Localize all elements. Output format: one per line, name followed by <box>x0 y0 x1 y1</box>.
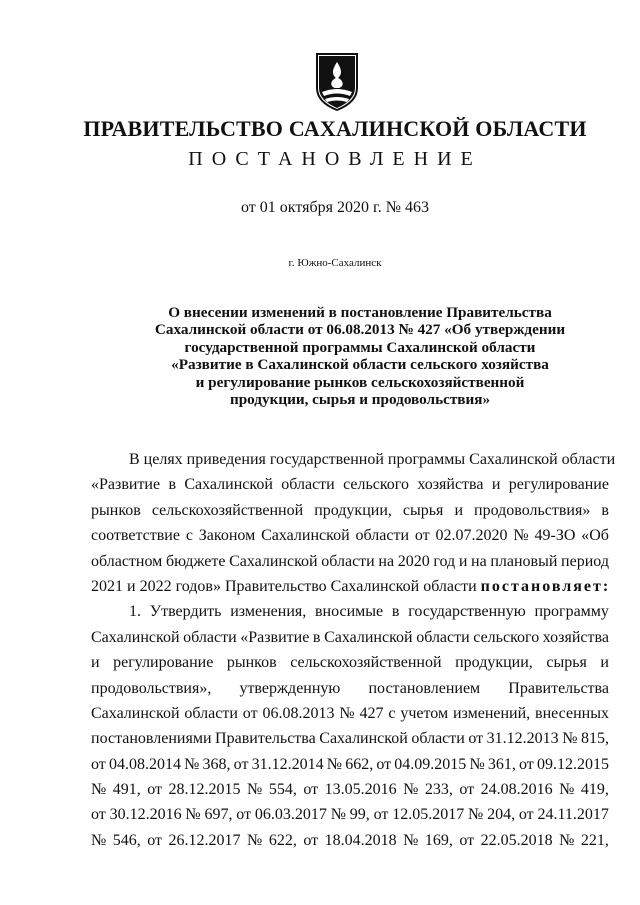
body-word: 06.08.2013 <box>262 704 335 722</box>
body-word: на <box>378 552 395 570</box>
body-word: от <box>147 831 163 849</box>
body-word: Сахалинской <box>324 628 413 646</box>
document-city: г. Южно-Сахалинск <box>288 257 382 269</box>
body-word: 31.12.2014 <box>251 755 324 773</box>
body-word: от <box>376 755 392 773</box>
body-word: области <box>416 628 470 646</box>
body-line <box>91 599 609 624</box>
body-word: областном <box>91 552 163 570</box>
body-word: области <box>355 527 409 545</box>
decree-keyword: постановляет: <box>480 577 611 595</box>
body-word: продукции, <box>455 654 533 672</box>
body-word: от <box>242 704 258 722</box>
body-word: № <box>469 755 485 773</box>
body-word: регулирование <box>508 476 609 494</box>
body-word: 419, <box>580 781 609 799</box>
body-word: в <box>312 628 321 646</box>
body-word: рынков <box>91 501 141 519</box>
body-word: 361, <box>487 755 516 773</box>
body-word: 546, <box>112 831 141 849</box>
body-line <box>91 802 609 827</box>
body-word: 04.09.2015 <box>394 755 467 773</box>
body-word: «Развитие <box>240 628 310 646</box>
body-word: от <box>236 806 252 824</box>
body-word: сельского <box>473 628 540 646</box>
body-word: от <box>91 755 106 773</box>
body-word: от <box>233 755 249 773</box>
body-word: 26.12.2017 <box>168 831 241 849</box>
body-word: продовольствия», <box>91 679 212 697</box>
body-word: № <box>184 755 200 773</box>
body-word: от <box>91 806 106 824</box>
body-line <box>91 498 609 523</box>
body-line-text: В целях приведения государственной программы Сахалинской области <box>129 451 616 468</box>
body-word: области <box>281 476 335 494</box>
body-word: 697, <box>204 806 233 824</box>
body-word: хозяйства <box>417 476 484 494</box>
body-word: от <box>303 781 319 799</box>
body-word: и <box>458 552 468 570</box>
body-word: № <box>91 781 107 799</box>
body-word: № <box>247 781 263 799</box>
body-word: плановый <box>490 552 558 570</box>
body-word: 368, <box>202 755 231 773</box>
body-word: соответствие <box>91 527 180 545</box>
body-word: и <box>454 501 463 519</box>
body-word: 662, <box>345 755 374 773</box>
body-word: от <box>303 831 319 849</box>
subject-line: и регулирование рынков сельскохозяйственной <box>195 373 525 391</box>
body-word: в <box>391 603 400 621</box>
body-word: 815, <box>581 730 609 748</box>
body-word: 24.11.2017 <box>537 806 609 824</box>
body-line <box>91 701 609 726</box>
body-word: внесенных <box>535 704 609 722</box>
body-word: области <box>321 552 375 570</box>
body-word: 427 <box>359 704 384 722</box>
body-word: 06.03.2017 <box>254 806 327 824</box>
body-word: продовольствия» <box>474 501 591 519</box>
body-word: № <box>247 831 263 849</box>
body-word: с <box>185 527 193 545</box>
document-date-number: от 01 октября 2020 г. № 463 <box>240 199 429 216</box>
body-word: № <box>91 831 107 849</box>
subject-line: продукции, сырья и продовольствия» <box>229 391 491 409</box>
body-word: № <box>559 831 575 849</box>
body-line <box>91 447 616 472</box>
body-word: Сахалинской <box>229 552 318 570</box>
body-word: государственную <box>408 603 526 621</box>
body-word: «Об <box>581 527 609 545</box>
body-word: постановлением <box>368 679 481 697</box>
body-word: 221, <box>580 831 609 849</box>
body-word: от <box>459 781 475 799</box>
body-word: учетом <box>400 704 449 722</box>
body-word: 09.12.2015 <box>536 755 609 773</box>
body-word: бюджете <box>165 552 226 570</box>
body-word: 02.07.2020 <box>435 527 508 545</box>
document-subject <box>90 304 630 408</box>
body-word: сырья <box>546 654 587 672</box>
body-word: 204, <box>487 806 516 824</box>
body-line <box>91 828 609 853</box>
body-word: № <box>562 730 578 748</box>
body-word: «Развитие <box>91 476 161 494</box>
body-word: вносимые <box>315 603 384 621</box>
body-word: изменения, <box>230 603 307 621</box>
body-word: от <box>518 806 534 824</box>
document-type: ПОСТАНОВЛЕНИЕ <box>188 148 482 170</box>
body-word: в <box>601 501 609 519</box>
body-word: продукции, <box>314 501 392 519</box>
sakhalin-coat-of-arms-icon <box>314 52 360 112</box>
body-word: 49-ЗО <box>534 527 576 545</box>
document-body <box>91 447 616 853</box>
body-line <box>91 625 609 650</box>
body-word: № <box>185 806 201 824</box>
body-word: 233, <box>424 781 453 799</box>
body-word: № <box>330 806 346 824</box>
body-word: сельского <box>343 476 409 494</box>
body-line <box>91 574 609 599</box>
body-word: 169, <box>424 831 453 849</box>
organization-title: ПРАВИТЕЛЬСТВО САХАЛИНСКОЙ ОБЛАСТИ <box>83 116 587 141</box>
body-word: 622, <box>268 831 297 849</box>
body-word: от <box>519 755 534 773</box>
body-word: № <box>339 704 355 722</box>
body-word: от <box>147 781 163 799</box>
body-word: Сахалинской <box>261 527 350 545</box>
body-word: рынков <box>226 654 277 672</box>
body-word: № <box>326 755 343 773</box>
body-word: Правительства <box>215 730 316 748</box>
body-word: Сахалинской <box>91 704 180 722</box>
body-word: на <box>471 552 487 570</box>
body-word: постановлениями <box>91 730 212 748</box>
body-word: 491, <box>112 781 141 799</box>
subject-line: государственной программы Сахалинской области <box>184 338 536 356</box>
body-line <box>91 726 609 751</box>
body-line <box>91 777 609 802</box>
subject-line: Сахалинской области от 06.08.2013 № 427 «Об утверждении <box>154 321 566 339</box>
body-word: 554, <box>268 781 297 799</box>
body-word: 2020 <box>397 552 430 570</box>
subject-line: «Развитие в Сахалинской области сельского хозяйства <box>171 356 549 374</box>
body-word: программу <box>534 603 609 621</box>
body-word: от <box>459 831 475 849</box>
body-word: и <box>491 476 501 494</box>
body-word: № <box>403 781 419 799</box>
body-word: и <box>600 654 609 672</box>
body-word: 28.12.2015 <box>168 781 241 799</box>
body-word: 31.12.2013 <box>486 730 559 748</box>
body-word: № <box>559 781 575 799</box>
body-line <box>91 752 609 777</box>
body-word: 99, <box>349 806 370 824</box>
body-word: сельскохозяйственной <box>151 501 304 519</box>
body-word: 1. <box>129 603 141 621</box>
body-word: в <box>168 476 176 494</box>
body-line-text: 2021 и 2022 годов» Правительство Сахалинской области <box>91 577 477 595</box>
body-word: № <box>513 527 529 545</box>
body-word: от <box>468 730 484 748</box>
body-word: области <box>184 704 238 722</box>
body-word: период <box>561 552 609 570</box>
body-word: Сахалинской <box>319 730 408 748</box>
body-word: хозяйства <box>542 628 609 646</box>
body-word: Сахалинской <box>184 476 273 494</box>
body-word: 30.12.2016 <box>109 806 182 824</box>
body-word: от <box>373 806 389 824</box>
body-word: утвержденную <box>239 679 341 697</box>
body-word: № <box>468 806 484 824</box>
body-word: регулирование <box>113 654 214 672</box>
body-word: и <box>91 654 100 672</box>
body-word: 22.05.2018 <box>480 831 553 849</box>
body-word: Правительства <box>508 679 609 697</box>
body-word: области <box>183 628 237 646</box>
subject-line: О внесении изменений в постановление Правительства <box>168 304 552 321</box>
body-word: сырья <box>402 501 444 519</box>
body-word: Утвердить <box>149 603 222 621</box>
body-word: от <box>414 527 430 545</box>
body-word: 04.08.2014 <box>108 755 181 773</box>
body-word: 12.05.2017 <box>392 806 465 824</box>
body-word: Законом <box>198 527 256 545</box>
body-word: 18.04.2018 <box>324 831 397 849</box>
body-line <box>91 549 609 574</box>
body-word: № <box>403 831 419 849</box>
body-word: сельскохозяйственной <box>290 654 442 672</box>
body-word: 13.05.2016 <box>324 781 397 799</box>
body-word: области <box>411 730 465 748</box>
body-line <box>91 676 609 701</box>
body-line <box>91 472 609 497</box>
body-word: год <box>433 552 456 570</box>
body-line <box>91 650 609 675</box>
body-line <box>91 523 609 548</box>
body-word: Сахалинской <box>91 628 180 646</box>
body-word: 24.08.2016 <box>480 781 553 799</box>
body-word: изменений, <box>452 704 531 722</box>
body-word: с <box>388 704 396 722</box>
